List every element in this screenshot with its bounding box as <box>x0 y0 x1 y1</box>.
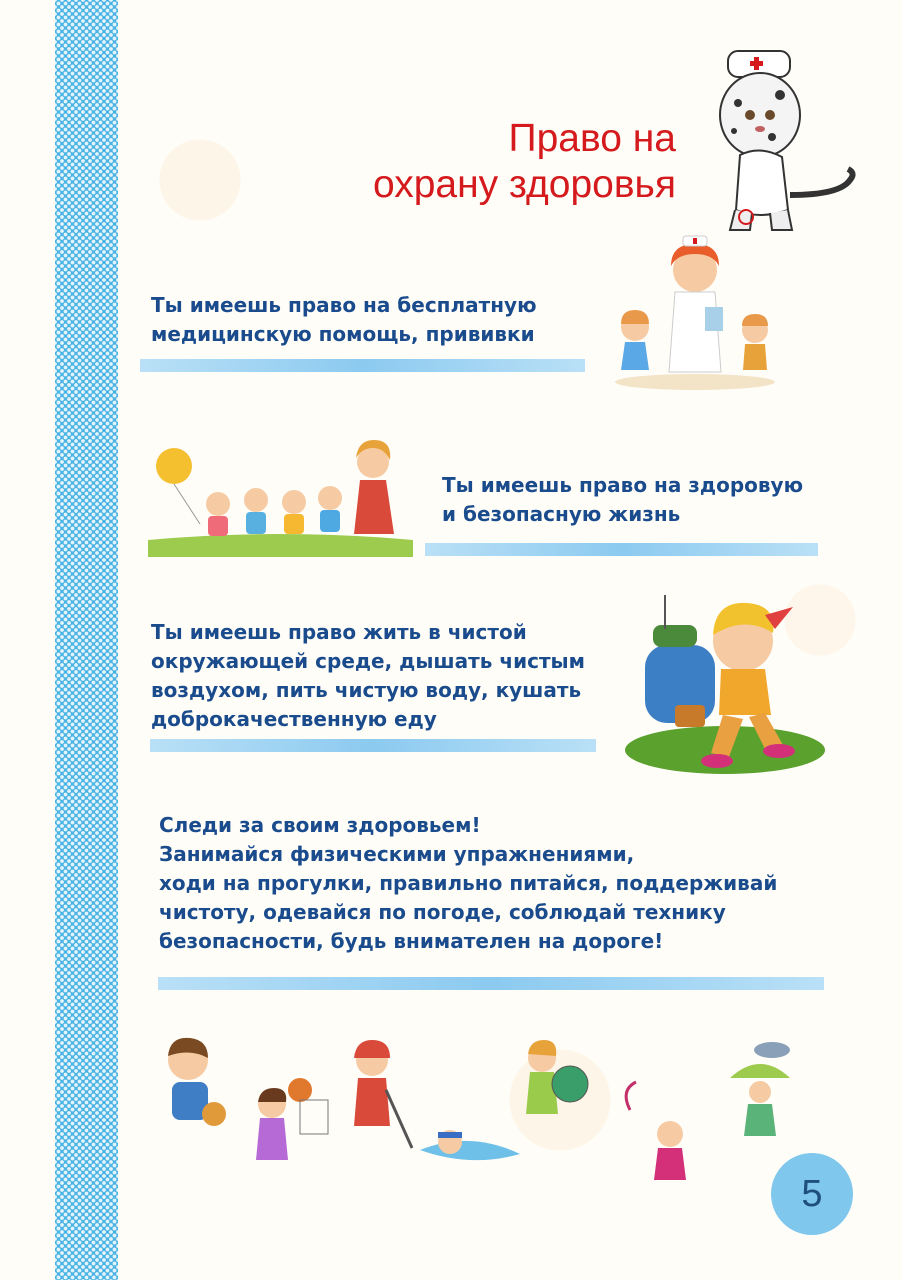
page-title <box>256 116 676 208</box>
title-line: Право на <box>508 117 676 160</box>
text-line: Ты имеешь право на здоровую <box>442 473 804 497</box>
teacher-with-children-icon <box>148 432 413 557</box>
text-line: безопасности, будь внимателен на дороге! <box>159 929 664 953</box>
side-stripe <box>55 0 118 1280</box>
section-4-text <box>159 811 806 956</box>
text-line: доброкачественную еду <box>151 707 437 731</box>
snow-leopard-doctor-icon <box>710 45 860 235</box>
text-line: воздухом, пить чистую воду, кушать <box>151 678 582 702</box>
divider-bar <box>425 543 818 556</box>
text-line: и безопасную жизнь <box>442 502 681 526</box>
section-1-text <box>151 291 596 349</box>
text-line: Ты имеешь право жить в чистой <box>151 620 527 644</box>
text-line: окружающей среде, дышать чистым <box>151 649 585 673</box>
title-line: охрану здоровья <box>372 163 676 206</box>
text-line: Занимайся физическими упражнениями, <box>159 842 635 866</box>
divider-bar <box>150 739 596 752</box>
text-line: чистоту, одевайся по погоде, соблюдай технику <box>159 900 726 924</box>
text-line: Следи за своим здоровьем! <box>159 813 481 837</box>
section-3-text <box>151 618 609 734</box>
text-line: медицинскую помощь, прививки <box>151 322 535 346</box>
text-line: Ты имеешь право на бесплатную <box>151 293 537 317</box>
divider-bar <box>158 977 824 990</box>
section-2-text <box>442 471 812 529</box>
hiking-boy-icon <box>625 585 830 775</box>
page-number: 5 <box>771 1153 853 1235</box>
sports-children-icon <box>150 1030 810 1210</box>
divider-bar <box>140 359 585 372</box>
text-line: ходи на прогулки, правильно питайся, поддерживай <box>159 871 778 895</box>
nurse-with-children-icon <box>605 232 785 392</box>
